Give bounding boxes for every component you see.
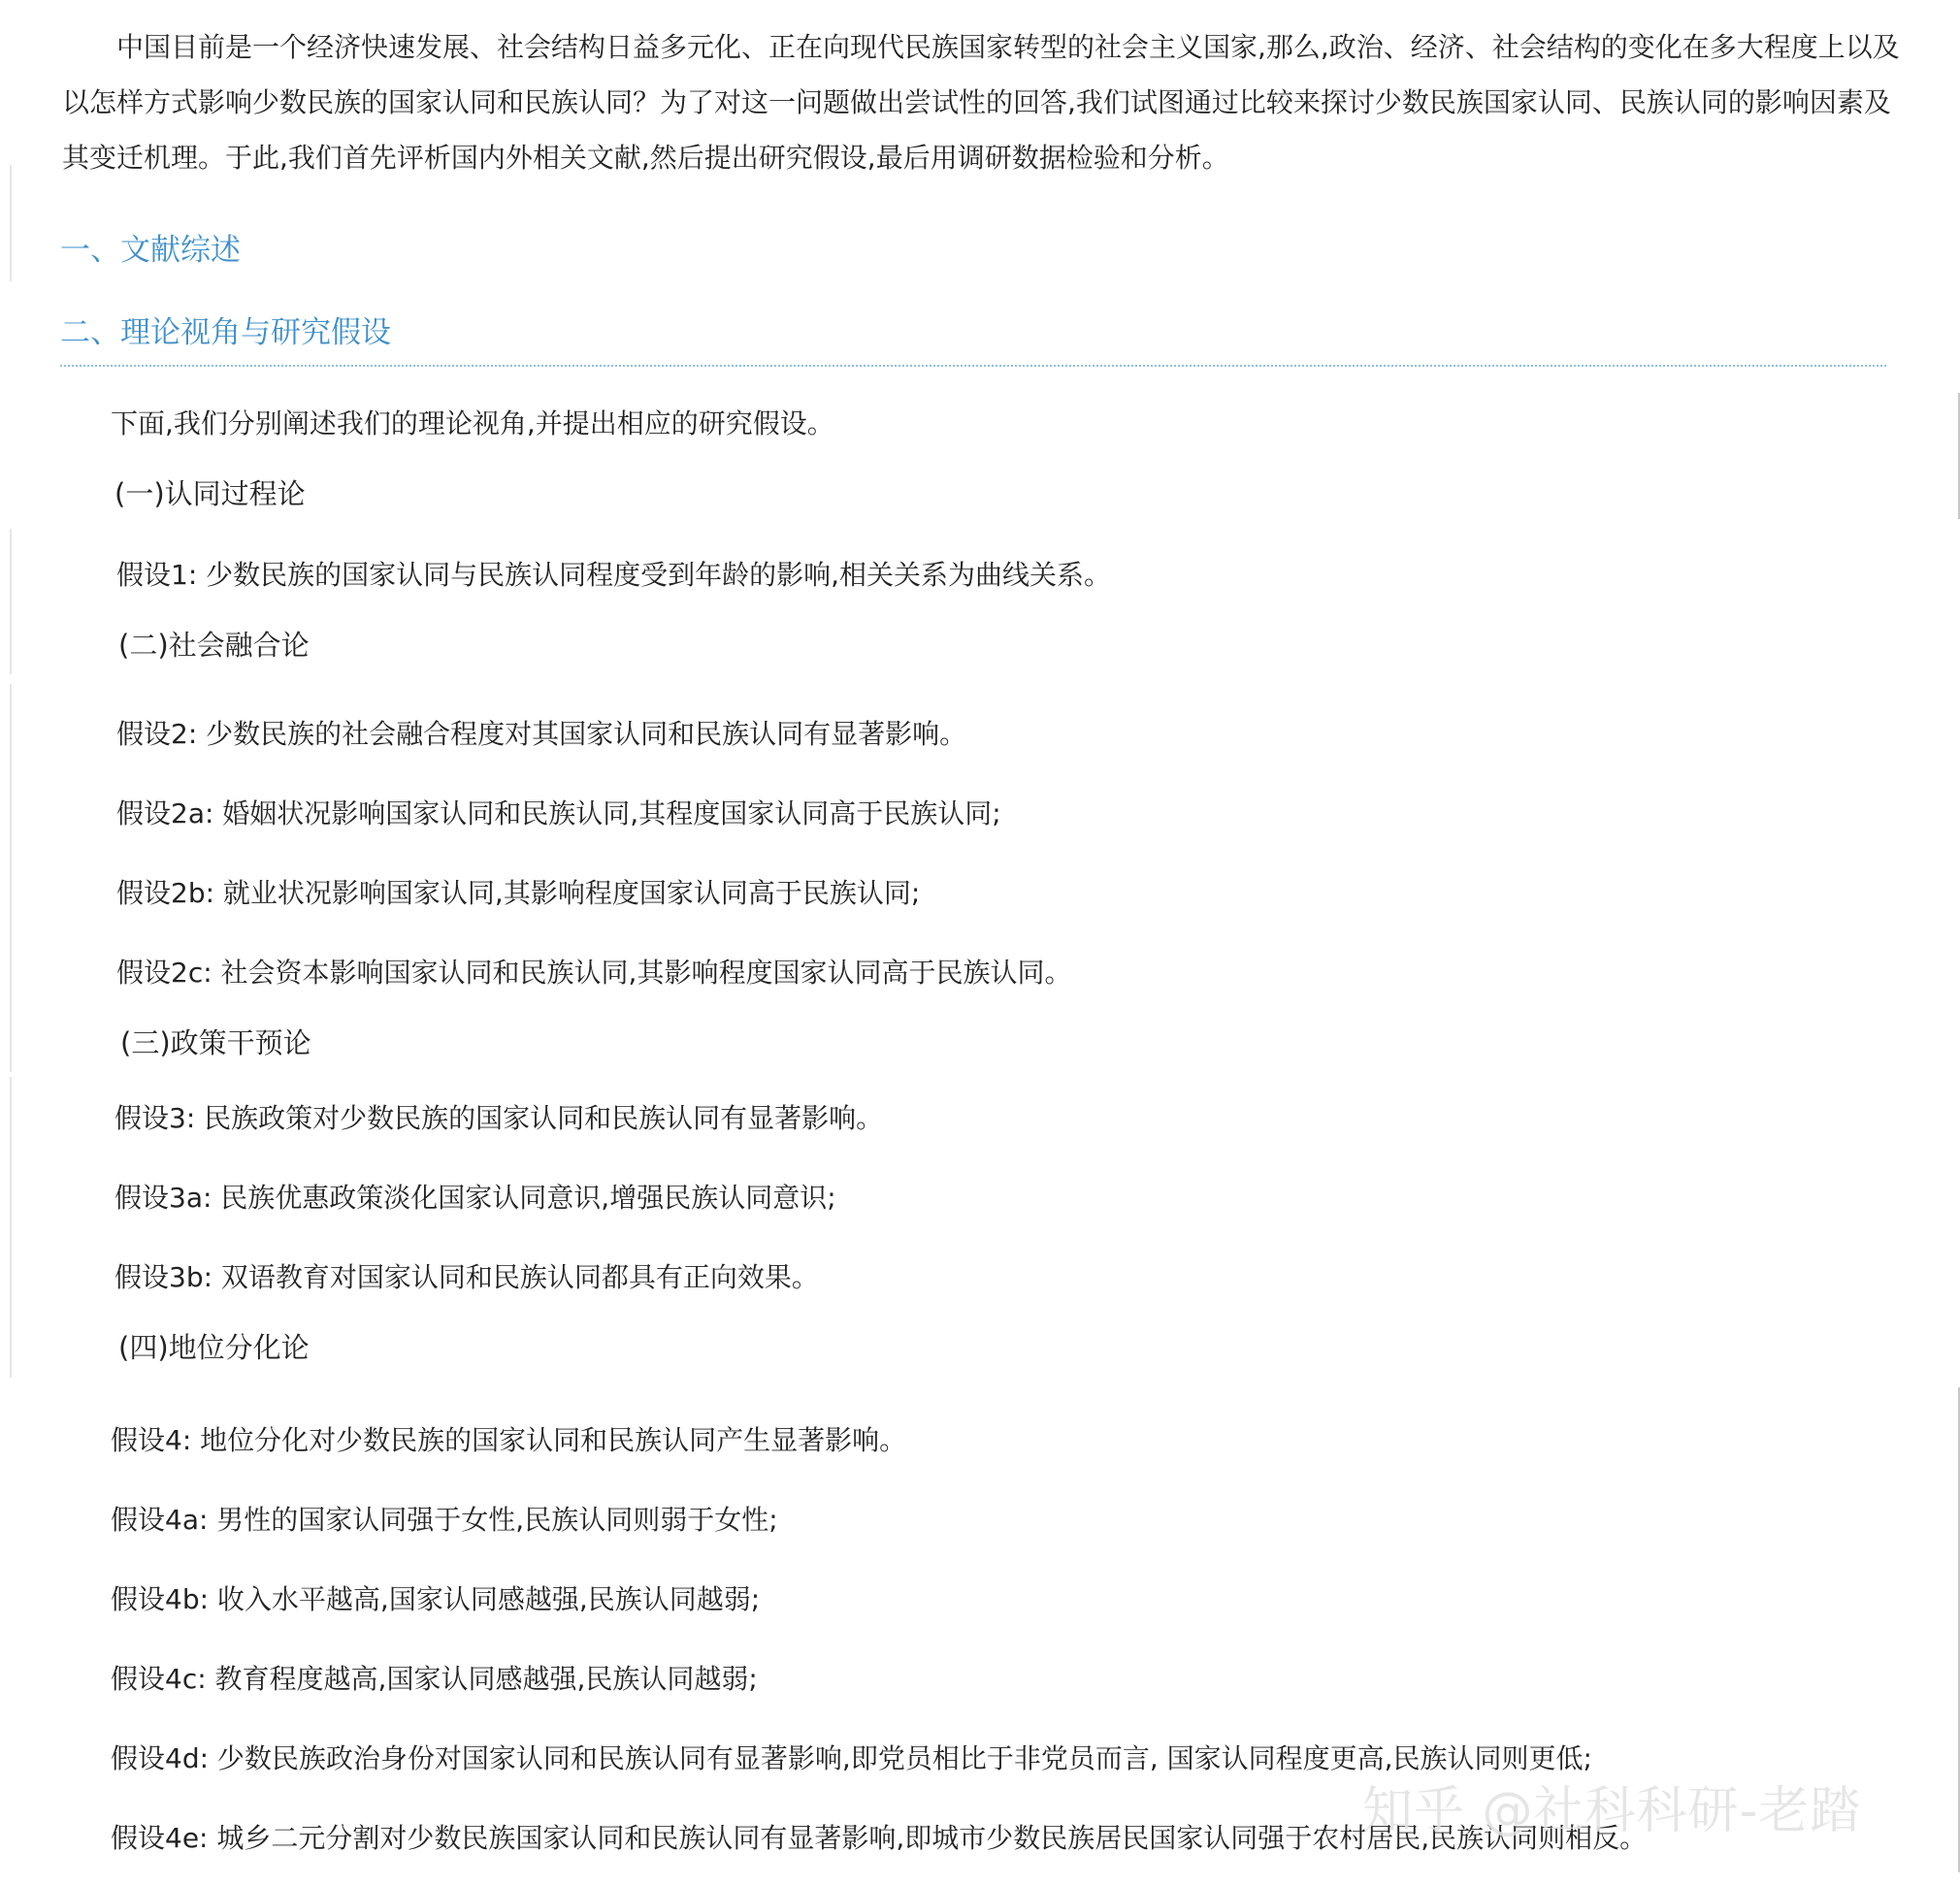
heading-divider <box>60 365 1886 367</box>
intro-paragraph: 中国目前是一个经济快速发展、社会结构日益多元化、正在向现代民族国家转型的社会主义国家,那么,政治、经济、社会结构的变化在多大程度上以及以怎样方式影响少数民族的国家认同和民族认同？为了对这一问题做出尝试性的回答,我们试图通过比较来探讨少数民族国家认同、民族认同的影响因素及其变迁机理。于此,我们首先评析国内外相关文献,然后提出研究假设,最后用调研数据检验和分析。 <box>62 31 1900 174</box>
subheading-social-integration: (二)社会融合论 <box>118 629 310 662</box>
hypothesis-4d: 假设4d: 少数民族政治身份对国家认同和民族认同有显著影响,即党员相比于非党员而言, 国家认同程度更高,民族认同则更低; <box>111 1742 1592 1774</box>
hypothesis-4c: 假设4c: 教育程度越高,国家认同感越强,民族认同越弱; <box>111 1663 758 1695</box>
subheading-policy-intervention: (三)政策干预论 <box>120 1026 311 1059</box>
left-edge-line <box>10 1077 12 1378</box>
hypothesis-2c: 假设2c: 社会资本影响国家认同和民族认同,其影响程度国家认同高于民族认同。 <box>116 957 1072 989</box>
heading-literature-review: 一、文献综述 <box>60 233 241 268</box>
hypothesis-3b: 假设3b: 双语教育对国家认同和民族认同都具有正向效果。 <box>114 1261 819 1293</box>
hypothesis-3: 假设3: 民族政策对少数民族的国家认同和民族认同有显著影响。 <box>114 1102 884 1134</box>
hypothesis-4e: 假设4e: 城乡二元分割对少数民族国家认同和民族认同有显著影响,即城市少数民族居民国家认同强于农村居民,民族认同则相反。 <box>111 1822 1648 1854</box>
hypothesis-2a: 假设2a: 婚姻状况影响国家认同和民族认同,其程度国家认同高于民族认同; <box>116 797 1001 829</box>
left-edge-line <box>10 684 12 1072</box>
hypothesis-2: 假设2: 少数民族的社会融合程度对其国家认同和民族认同有显著影响。 <box>116 718 967 750</box>
subheading-identity-process: (一)认同过程论 <box>114 477 306 510</box>
hypothesis-2b: 假设2b: 就业状况影响国家认同,其影响程度国家认同高于民族认同; <box>116 877 921 909</box>
heading-theory-hypotheses: 二、理论视角与研究假设 <box>60 315 391 350</box>
left-edge-line <box>10 165 12 281</box>
hypothesis-3a: 假设3a: 民族优惠政策淡化国家认同意识,增强民族认同意识; <box>114 1182 836 1214</box>
hypothesis-4a: 假设4a: 男性的国家认同强于女性,民族认同则弱于女性; <box>111 1504 778 1536</box>
hypothesis-1: 假设1: 少数民族的国家认同与民族认同程度受到年龄的影响,相关关系为曲线关系。 <box>116 559 1112 591</box>
left-edge-line <box>10 529 12 674</box>
lead-paragraph: 下面,我们分别阐述我们的理论视角,并提出相应的研究假设。 <box>111 407 834 439</box>
subheading-status-differentiation: (四)地位分化论 <box>118 1331 310 1364</box>
zhihu-watermark: 知乎 @社科科研-老踏 <box>1362 1782 1862 1840</box>
hypothesis-4b: 假设4b: 收入水平越高,国家认同感越强,民族认同越弱; <box>111 1583 761 1615</box>
hypothesis-4: 假设4: 地位分化对少数民族的国家认同和民族认同产生显著影响。 <box>111 1424 907 1456</box>
